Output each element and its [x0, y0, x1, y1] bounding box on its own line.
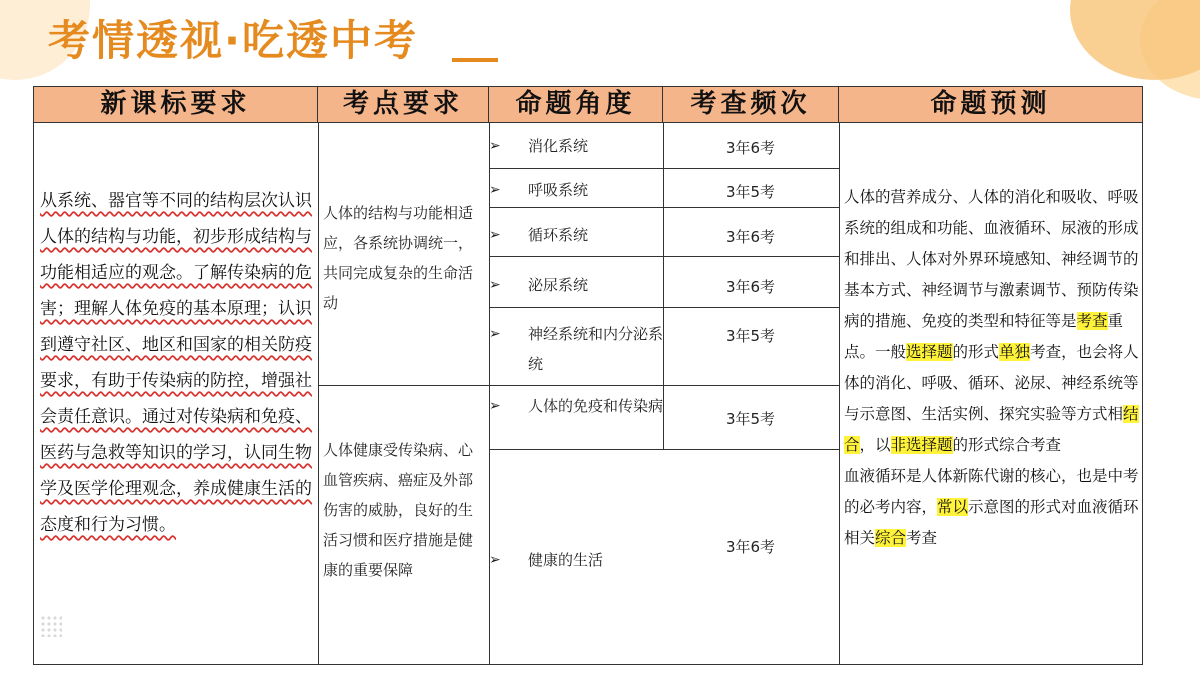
highlighted-keyword: 结合 — [844, 405, 1139, 454]
angle-label: 人体的免疫和传染病 — [528, 397, 664, 415]
prediction-text-segment: 考查，也会将人体的消化、呼吸、循环、泌尿、神经系统等与示意图、生活实例、探究实验等方式相 — [844, 343, 1139, 423]
arrow-bullet-icon: ➢ — [489, 326, 501, 342]
arrow-bullet-icon: ➢ — [489, 227, 501, 243]
grid-line — [839, 123, 840, 664]
angle-row-6 — [489, 391, 664, 453]
grid-line — [318, 385, 489, 386]
arrow-bullet-icon: ➢ — [489, 277, 501, 293]
arrow-bullet-icon: ➢ — [489, 182, 501, 198]
prediction-text-segment: 的形式 — [952, 343, 1000, 361]
curriculum-requirement-text — [40, 183, 316, 543]
arrow-bullet-icon: ➢ — [489, 552, 501, 568]
header-angle: 命题角度 — [489, 87, 663, 122]
exam-point-1: 人体的结构与功能相适应，各系统协调统一，共同完成复杂的生命活动 — [323, 204, 474, 312]
highlighted-keyword: 考查 — [1076, 312, 1108, 330]
prediction-text — [844, 182, 1140, 554]
frequency-value: 3年6考 — [725, 278, 776, 296]
frequency-value: 3年6考 — [725, 538, 776, 556]
header-curriculum: 新课标要求 — [34, 87, 318, 122]
title-underline — [452, 58, 498, 62]
corner-decoration-right — [1070, 0, 1200, 80]
angle-label: 神经系统和内分泌系统 — [528, 325, 664, 373]
header-prediction: 命题预测 — [930, 89, 1051, 119]
exam-point-2: 人体健康受传染病、心血管疾病、癌症及外部伤害的威胁，良好的生活习惯和医疗措施是健康的重要保障 — [323, 441, 474, 579]
exam-analysis-table — [33, 86, 1143, 665]
highlighted-keyword: 单独 — [999, 343, 1031, 361]
table-header-row — [34, 87, 1142, 123]
angle-label: 泌尿系统 — [528, 276, 589, 294]
grid-line — [489, 256, 839, 257]
arrow-bullet-icon: ➢ — [489, 398, 501, 414]
prediction-text-segment: 重点。一般 — [844, 312, 1124, 361]
angle-row-5 — [489, 319, 664, 381]
header-frequency: 考查频次 — [663, 87, 839, 122]
curriculum-requirement: 从系统、器官等不同的结构层次认识人体的结构与功能，初步形成结构与功能相适应的观念。了解传染病的危害；理解人体免疫的基本原理；认识到遵守社区、地区和国家的相关防疫要求，有助于传染病的防控，增强社会责任意识。通过对传染病和免疫、医药与急救等知识的学习，认同生物学及医学伦理观念，养成健康生活的态度和行为习惯。 — [40, 191, 312, 535]
angle-row-4 — [489, 270, 659, 300]
prediction-text-segment: 考查 — [906, 529, 938, 547]
angle-row-7 — [489, 545, 659, 575]
grid-line — [489, 207, 839, 208]
dot-pattern-decoration — [40, 615, 62, 637]
angle-label: 呼吸系统 — [528, 181, 589, 199]
frequency-value: 3年6考 — [725, 139, 776, 157]
prediction-text-segment: 示意图的形式对血液循环相关 — [844, 498, 1139, 547]
header-exam-points: 考点要求 — [318, 87, 489, 122]
grid-line — [489, 385, 839, 386]
grid-line — [489, 307, 839, 308]
angle-row-3 — [489, 220, 659, 250]
highlighted-keyword: 常以 — [937, 498, 969, 516]
page-title: 考情透视·吃透中考 — [48, 16, 418, 65]
angle-label: 健康的生活 — [528, 551, 604, 569]
angle-row-1 — [489, 131, 659, 161]
prediction-text-segment: ，以 — [859, 436, 891, 454]
angle-label: 循环系统 — [528, 226, 589, 244]
frequency-value: 3年5考 — [725, 183, 776, 201]
highlighted-keyword: 非选择题 — [890, 436, 953, 454]
angle-row-2 — [489, 175, 659, 205]
grid-line — [489, 168, 839, 169]
prediction-text-segment: 的形式综合考查 — [952, 436, 1062, 454]
highlighted-keyword: 综合 — [875, 529, 907, 547]
grid-line — [318, 123, 319, 664]
frequency-value: 3年5考 — [725, 327, 776, 345]
frequency-value: 3年5考 — [725, 410, 776, 428]
angle-label: 消化系统 — [528, 137, 589, 155]
highlighted-keyword: 选择题 — [906, 343, 953, 361]
prediction-text-segment: 血液循环是人体新陈代谢的核心，也是中考的必考内容， — [844, 467, 1139, 516]
prediction-text-segment: 人体的营养成分、人体的消化和吸收、呼吸系统的组成和功能、血液循环、尿液的形成和排出、人体对外界环境感知、神经调节的基本方式、神经调节与激素调节、预防传染病的措施、免疫的类型和特征等是 — [844, 188, 1139, 330]
frequency-value: 3年6考 — [725, 228, 776, 246]
arrow-bullet-icon: ➢ — [489, 138, 501, 154]
